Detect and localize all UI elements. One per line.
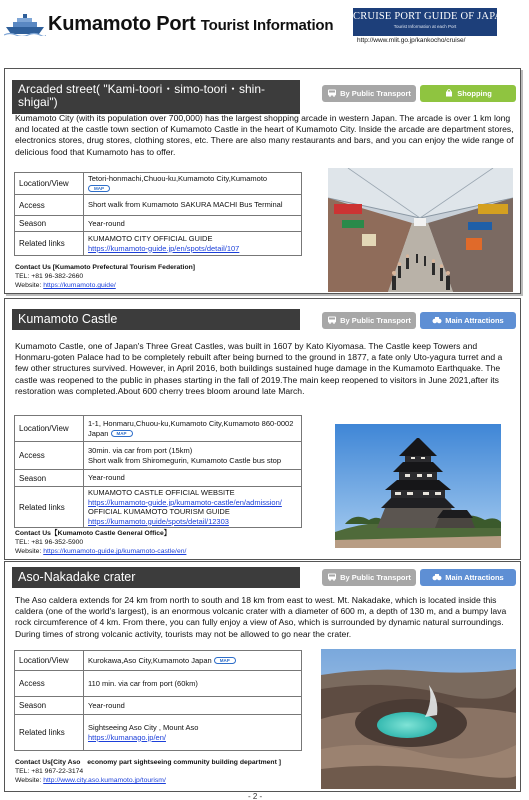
location-text: 1-1, Honmaru,Chuou-ku,Kumamoto City,Kumamoto 860-0002 Japan bbox=[88, 419, 294, 438]
header-url[interactable]: http://www.mlit.go.jp/kankocho/cruise/ bbox=[357, 37, 466, 44]
table-row bbox=[15, 671, 302, 697]
contact-title: Contact Us [Kumamoto Prefectural Tourism Federation] bbox=[15, 264, 196, 271]
location-value bbox=[84, 173, 302, 195]
links-label: Related links bbox=[15, 487, 84, 528]
contact-tel: TEL: +81 96-382-2660 bbox=[15, 273, 84, 281]
location-value bbox=[84, 416, 302, 442]
website-label: Website: bbox=[15, 777, 44, 785]
button-label: By Public Transport bbox=[340, 573, 411, 582]
access-label: Access bbox=[15, 442, 84, 470]
related-link[interactable]: https://kumanago.jp/en/ bbox=[88, 732, 166, 742]
map-badge[interactable]: MAP bbox=[214, 657, 236, 664]
by-public-transport-button[interactable] bbox=[322, 312, 416, 329]
page-number: - 2 - bbox=[248, 792, 263, 800]
by-public-transport-button[interactable] bbox=[322, 569, 416, 586]
binoculars-icon bbox=[432, 316, 442, 324]
contact-website bbox=[15, 547, 186, 556]
season-label: Season bbox=[15, 470, 84, 487]
section-kumamoto-castle bbox=[4, 298, 521, 560]
table-row bbox=[15, 442, 302, 470]
shopping-button[interactable] bbox=[420, 85, 516, 102]
table-row bbox=[15, 487, 302, 528]
table-row bbox=[15, 173, 302, 195]
contact-website bbox=[15, 776, 281, 785]
map-badge[interactable]: MAP bbox=[88, 185, 110, 192]
bus-icon bbox=[327, 573, 337, 581]
page-header bbox=[0, 0, 529, 60]
cruise-ship-icon bbox=[4, 12, 46, 36]
logo-line1: CRUISE PORT GUIDE OF JAPAN bbox=[353, 11, 510, 22]
button-label: By Public Transport bbox=[340, 89, 411, 98]
contact-tel: TEL: +81 967-22-3174 bbox=[15, 768, 84, 776]
related-link[interactable]: https://kumamoto.guide/spots/detail/12303 bbox=[88, 516, 229, 526]
links-value bbox=[84, 232, 302, 256]
main-attractions-button[interactable] bbox=[420, 569, 516, 586]
related-link[interactable]: https://kumamoto-guide.jp/en/spots/detail/107 bbox=[88, 243, 240, 253]
table-row bbox=[15, 216, 302, 232]
button-label: Main Attractions bbox=[445, 573, 504, 582]
season-value: Year-round bbox=[84, 216, 302, 232]
button-label: Shopping bbox=[457, 89, 492, 98]
access-value: Short walk from Kumamoto SAKURA MACHI Bus Terminal bbox=[84, 195, 302, 216]
access-value bbox=[84, 442, 302, 470]
season-value: Year-round bbox=[84, 697, 302, 715]
access-value: 110 min. via car from port (60km) bbox=[84, 671, 302, 697]
logo-line2: Tourist Information at each Port bbox=[393, 24, 457, 29]
table-row bbox=[15, 651, 302, 671]
contact-block bbox=[15, 529, 186, 557]
location-label: Location/View bbox=[15, 416, 84, 442]
info-table bbox=[14, 172, 302, 256]
crater-photo bbox=[321, 649, 516, 789]
link-title: Sightseeing Aso City , Mount Aso bbox=[88, 723, 199, 732]
access-label: Access bbox=[15, 671, 84, 697]
table-row bbox=[15, 416, 302, 442]
title-main: Kumamoto Port bbox=[48, 13, 196, 35]
location-text: Kurokawa,Aso City,Kumamoto Japan bbox=[88, 655, 212, 665]
arcade-photo bbox=[328, 168, 513, 292]
section-description: Kumamoto City (with its population over 700,000) has the largest shopping arcade in western Japan. The arcade is over 1 km long and located at the castle town section of Kumamoto Castle in the heart of Kumamoto City. Inside the arcade are department stores, electronics stores, drug stores, clothing stores, etc. There are also many restaurants and bars, and you can enjoy the wide range of delicious food that Kumamoto has to offer. bbox=[15, 113, 514, 157]
location-label: Location/View bbox=[15, 651, 84, 671]
table-row bbox=[15, 715, 302, 751]
links-label: Related links bbox=[15, 715, 84, 751]
website-label: Website: bbox=[15, 282, 44, 290]
website-link[interactable]: http://www.city.aso.kumamoto.jp/tourism/ bbox=[43, 777, 166, 785]
access-line2: Short walk from Shiromegurin, Kumamoto Castle bus stop bbox=[88, 455, 281, 465]
location-label: Location/View bbox=[15, 173, 84, 195]
shopping-bag-icon bbox=[444, 89, 454, 97]
button-label: Main Attractions bbox=[445, 316, 504, 325]
links-value bbox=[84, 487, 302, 528]
season-value: Year-round bbox=[84, 470, 302, 487]
website-link[interactable]: https://kumamoto-guide.jp/kumamoto-castle/en/ bbox=[43, 548, 187, 556]
button-label: By Public Transport bbox=[340, 316, 411, 325]
season-label: Season bbox=[15, 216, 84, 232]
access-label: Access bbox=[15, 195, 84, 216]
section-aso-nakadake-crater bbox=[4, 561, 521, 792]
page-title bbox=[48, 13, 333, 36]
contact-website bbox=[15, 281, 195, 290]
contact-tel: TEL: +81 96-352-5900 bbox=[15, 539, 84, 547]
contact-title: Contact Us[City Aso economy part sightseeing community building department ] bbox=[15, 759, 281, 766]
section-arcaded-street bbox=[4, 68, 521, 294]
bus-icon bbox=[327, 316, 337, 324]
related-link[interactable]: https://kumamoto-guide.jp/kumamoto-castle/en/admission/ bbox=[88, 497, 282, 507]
website-label: Website: bbox=[15, 548, 44, 556]
table-row bbox=[15, 232, 302, 256]
section-title: Arcaded street( "Kami-toori・simo-toori・shin-shigai") bbox=[12, 80, 300, 114]
contact-block bbox=[15, 263, 195, 291]
website-link[interactable]: https://kumamoto.guide/ bbox=[43, 282, 116, 290]
bus-icon bbox=[327, 89, 337, 97]
section-description: The Aso caldera extends for 24 km from north to south and 18 km from east to west. Mt. Nakadake, which is located inside this caldera (one of the world's largest), is an enormous volcanic crater with a diameter of 600 m, a depth of 130 m, and a bumpy lava rock circumference of 4 km. From there, you can fully enjoy a view of Aso, which is surrounded by dynamic natural surroundings. During times of strong volcanic activity, tourists may not be allowed to go near the crater. bbox=[15, 595, 507, 639]
table-row bbox=[15, 195, 302, 216]
location-text: Tetori-honmachi,Chuou-ku,Kumamoto City,Kumamoto bbox=[88, 174, 268, 183]
table-row bbox=[15, 697, 302, 715]
section-description: Kumamoto Castle, one of Japan's Three Great Castles, was built in 1607 by Kato Kiyomasa. The Castle keep Towers and Honmaru-goten Palace had to be completely rebuilt after being burned to the ground in 1877, a fate only Uto-yagura turret and a few other structures survived. However, in April 2016, both buildings sustained huge damage in the Kumamoto Earthquake. The castle was reopened to the public in phases starting in the fall of 2019.The main keep reopened to visitors in June 2021,after its restoration was completed.About 600 cherry trees bloom around late March. bbox=[15, 341, 503, 396]
link-title: KUMAMOTO CASTLE OFFICIAL WEBSITE bbox=[88, 488, 235, 497]
links-label: Related links bbox=[15, 232, 84, 256]
section-title: Kumamoto Castle bbox=[12, 309, 300, 330]
season-label: Season bbox=[15, 697, 84, 715]
contact-title: Contact Us【Kumamoto Castle General Office】 bbox=[15, 530, 171, 537]
binoculars-icon bbox=[432, 573, 442, 581]
access-line1: 30min. via car from port (15km) bbox=[88, 446, 193, 455]
links-value bbox=[84, 715, 302, 751]
castle-photo bbox=[335, 424, 501, 548]
info-table bbox=[14, 650, 302, 751]
link-title: OFFICIAL KUMAMOTO TOURISM GUIDE bbox=[88, 507, 230, 516]
contact-block bbox=[15, 758, 281, 786]
table-row bbox=[15, 470, 302, 487]
cruise-port-guide-logo[interactable] bbox=[353, 8, 510, 36]
map-badge[interactable]: MAP bbox=[111, 430, 133, 437]
location-value bbox=[84, 651, 302, 671]
section-title: Aso-Nakadake crater bbox=[12, 567, 300, 588]
main-attractions-button[interactable] bbox=[420, 312, 516, 329]
by-public-transport-button[interactable] bbox=[322, 85, 416, 102]
link-title: KUMAMOTO CITY OFFICIAL GUIDE bbox=[88, 234, 213, 243]
info-table bbox=[14, 415, 302, 528]
title-sub: Tourist Information bbox=[200, 17, 334, 34]
